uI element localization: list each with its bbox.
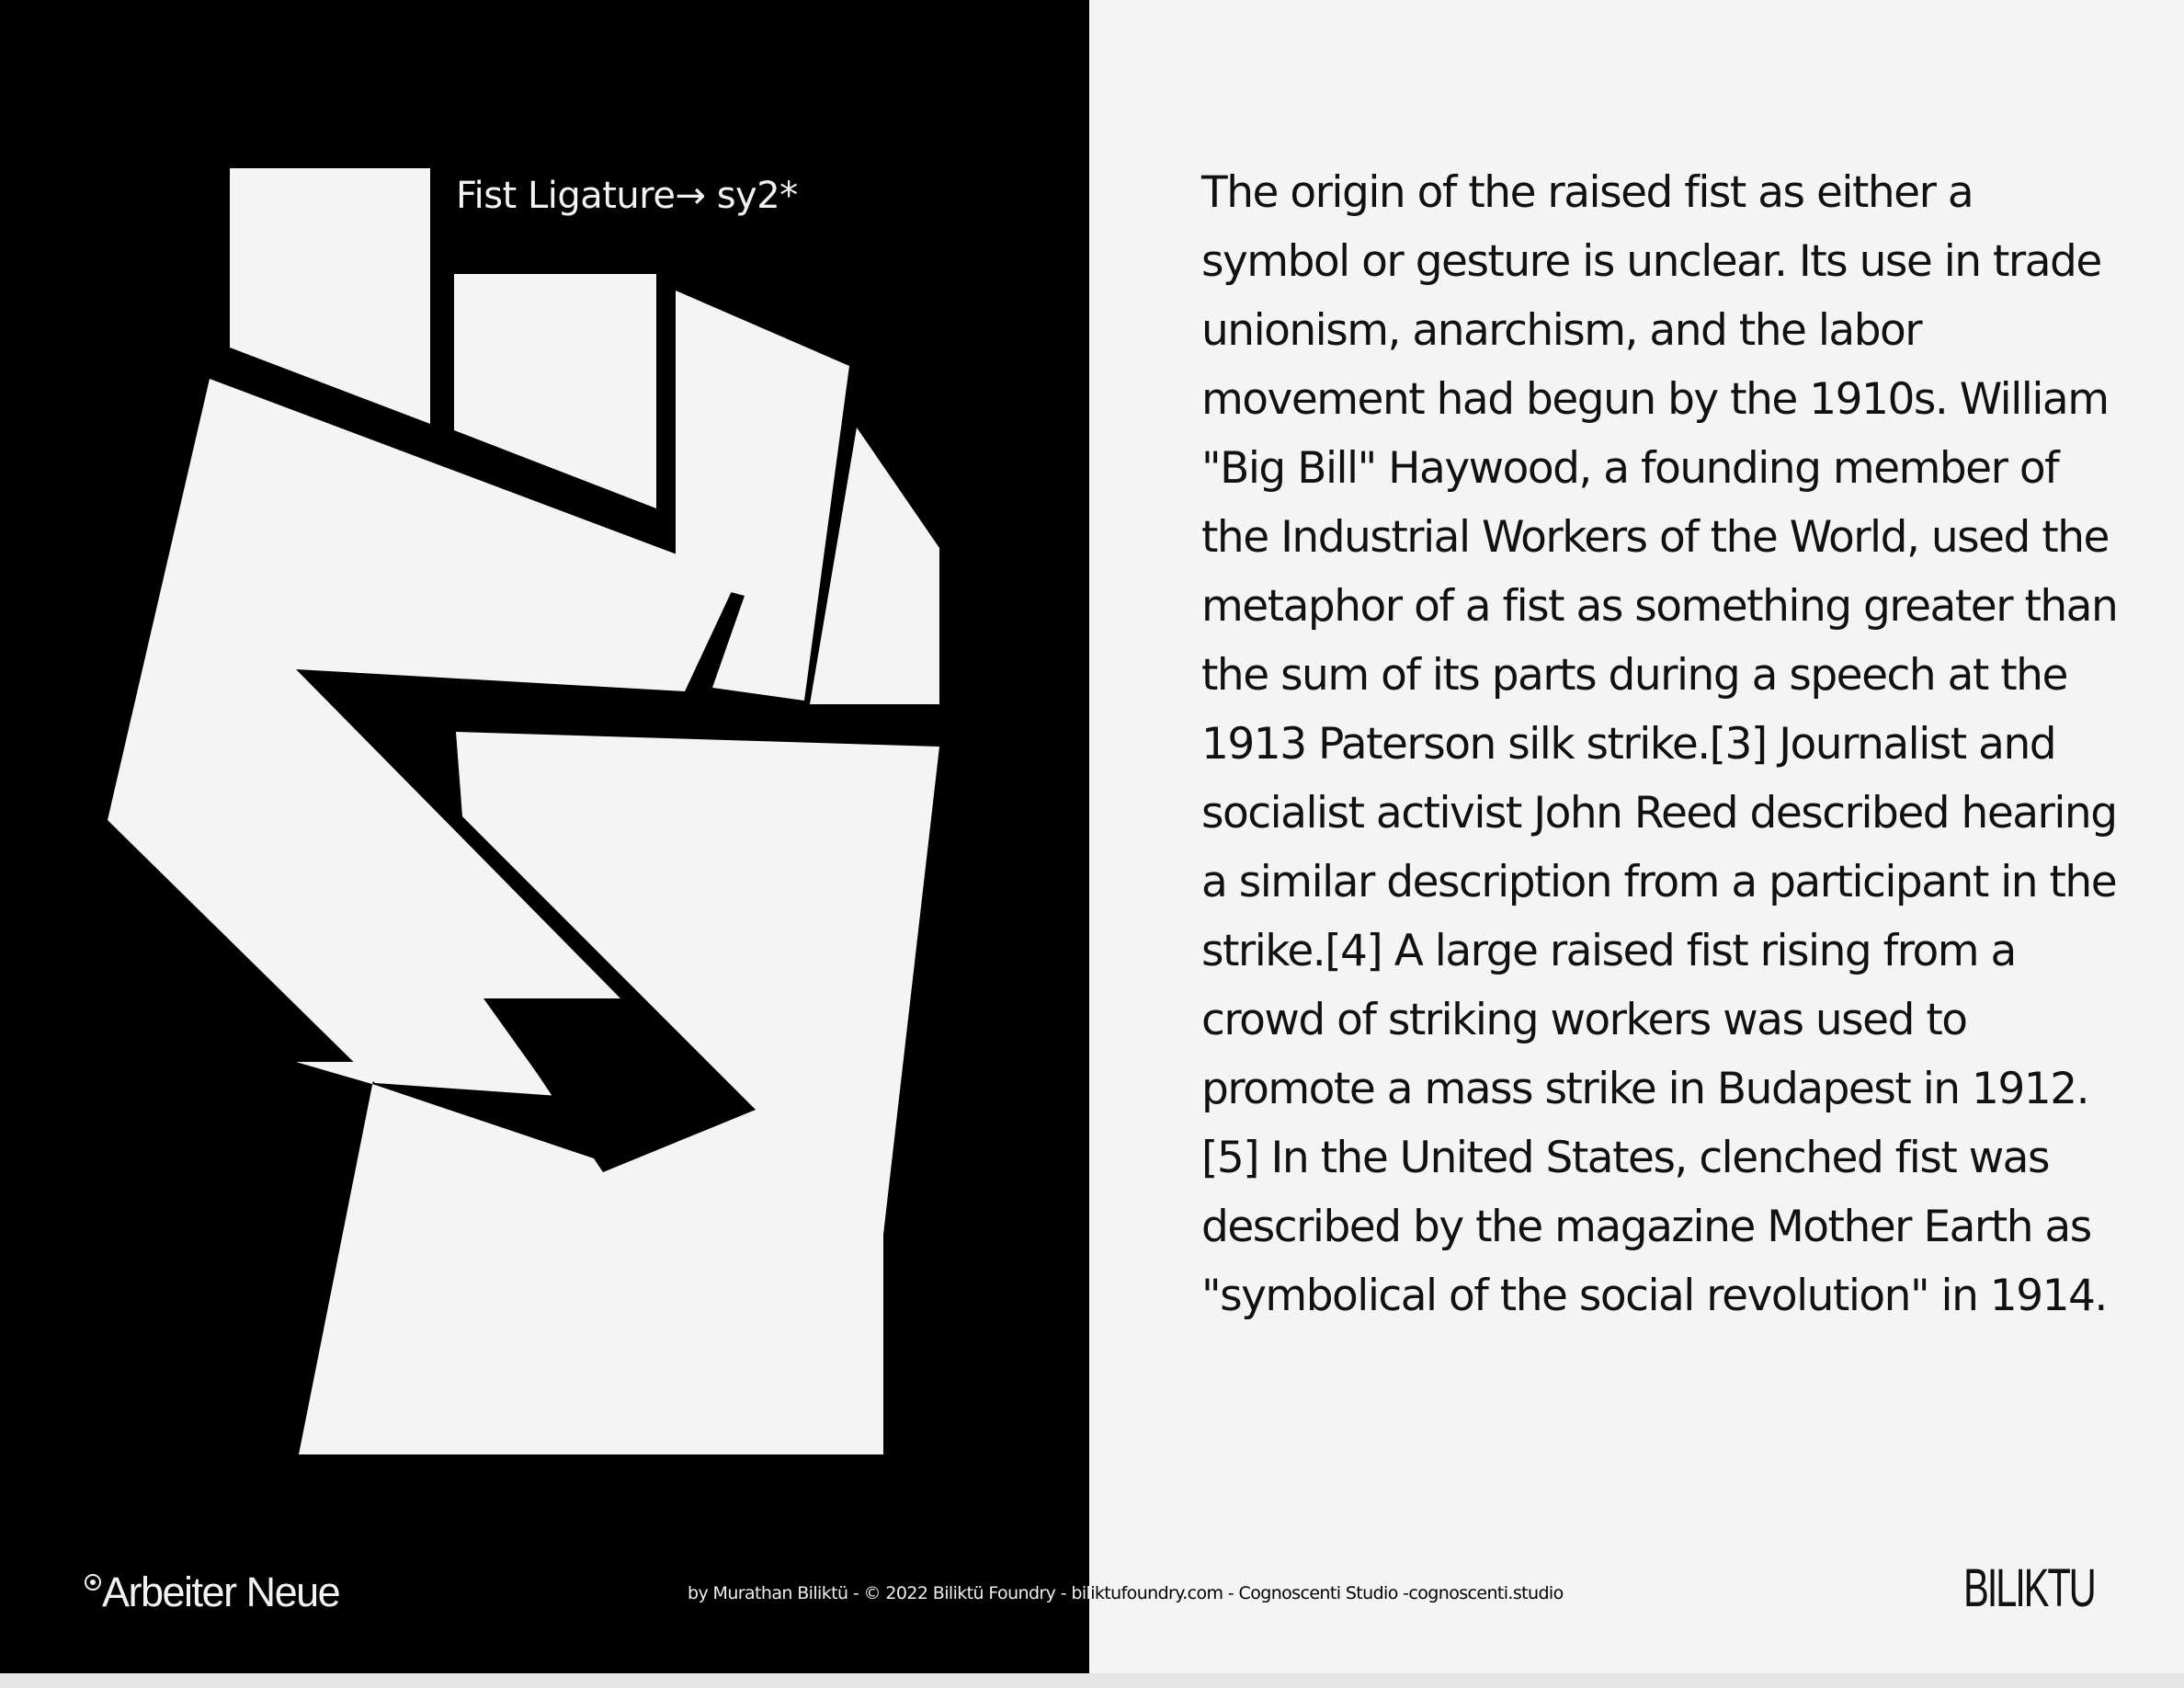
fist-finger-2 [454,274,656,508]
bottom-strip [0,1673,2184,1688]
fist-ligature-label: Fist Ligature→ sy2* [456,175,798,217]
raised-fist-icon [0,0,1089,1673]
foundry-logo: BILIKTU [1963,1558,2095,1618]
brand-name-text: Arbeiter Neue [102,1568,340,1615]
brand-name [85,1568,339,1616]
registered-mark-icon [85,1574,101,1591]
credits-line [688,1583,1564,1603]
fist-finger-1 [230,168,430,424]
history-paragraph: The origin of the raised fist as either a symbol or gesture is unclear. Its use in trade unionism, anarchism, and the labor movement had begun by the 1910s. William "Big Bill" Haywood, a founding member of the Industrial Workers of the World, used the metaphor of a fist as something greater than the sum of its parts during a speech at the 1913 Paterson silk strike.[3] Journalist and socialist activist John Reed described hearing a similar description from a participant in the strike.[4] A large raised fist rising from a crowd of striking workers was used to promote a mass strike in Budapest in 1912.[5] In the United States, clenched fist was described by the magazine Mother Earth as "symbolical of the social revolution" in 1914. [1201,167,2118,1321]
credits-text: by Murathan Biliktü - © 2022 Biliktü Foundry - biliktufoundry.com - Cognoscenti Studio -cognoscenti.studio [688,1583,1564,1603]
